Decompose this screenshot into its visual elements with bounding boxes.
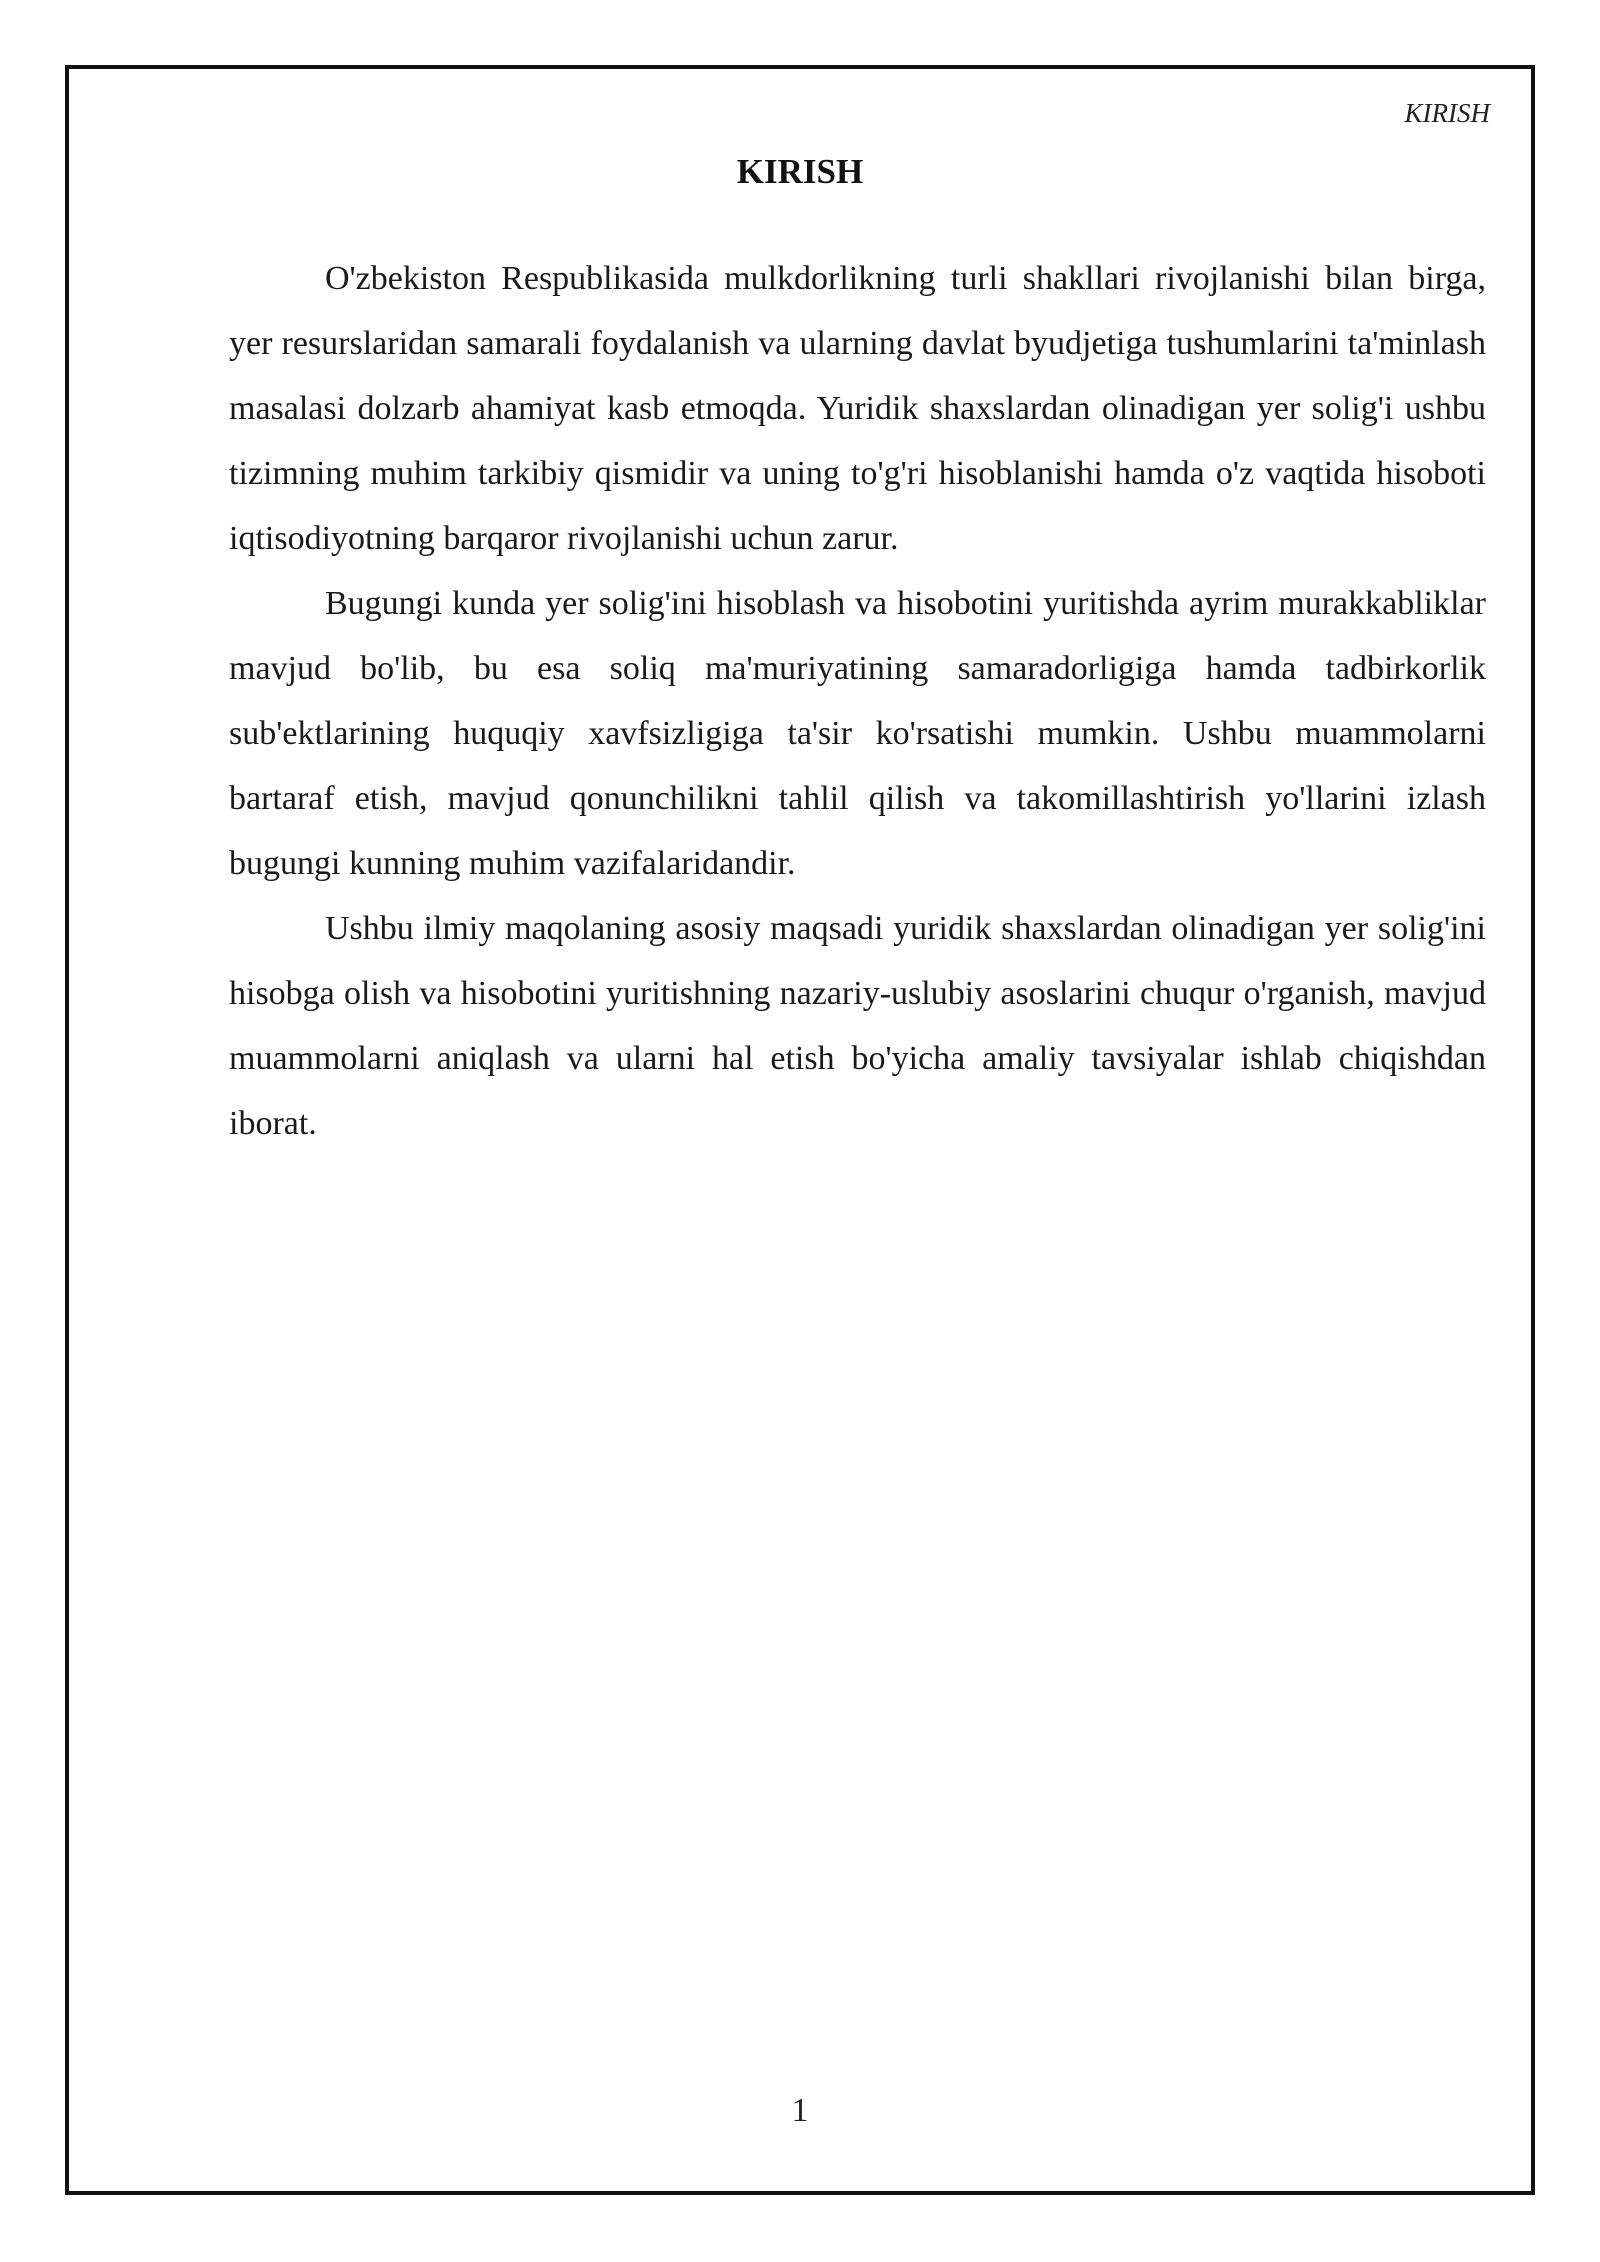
running-header: KIRISH (1404, 98, 1490, 128)
paragraph: Ushbu ilmiy maqolaning asosiy maqsadi yuridik shaxslardan olinadigan yer solig'ini hisobga olish va hisobotini yuritishning nazariy-uslubiy asoslarini chuqur o'rganish, mavjud muammolarni aniqlash va ularni hal etish bo'yicha amaliy tavsiyalar ishlab chiqishdan iborat. (229, 910, 1486, 1142)
page-title: KIRISH (736, 152, 864, 191)
body-text (229, 246, 1486, 1156)
paragraph: O'zbekiston Respublikasida mulkdorlikning turli shakllari rivojlanishi bilan birga, yer resurslaridan samarali foydalanish va ularning davlat byudjetiga tushumlarini ta'minlash masalasi dolzarb ahamiyat kasb etmoqda. Yuridik shaxslardan olinadigan yer solig'i ushbu tizimning muhim tarkibiy qismidir va uning to'g'ri hisoblanishi hamda o'z vaqtida hisoboti iqtisodiyotning barqaror rivojlanishi uchun zarur. (229, 260, 1486, 557)
paragraph: Bugungi kunda yer solig'ini hisoblash va hisobotini yuritishda ayrim murakkabliklar mavjud bo'lib, bu esa soliq ma'muriyatining samaradorligiga hamda tadbirkorlik sub'ektlarining huquqiy xavfsizligiga ta'sir ko'rsatishi mumkin. Ushbu muammolarni bartaraf etish, mavjud qonunchilikni tahlil qilish va takomillashtirish yo'llarini izlash bugungi kunning muhim vazifalaridandir. (229, 585, 1486, 882)
page-number: 1 (791, 2092, 809, 2129)
